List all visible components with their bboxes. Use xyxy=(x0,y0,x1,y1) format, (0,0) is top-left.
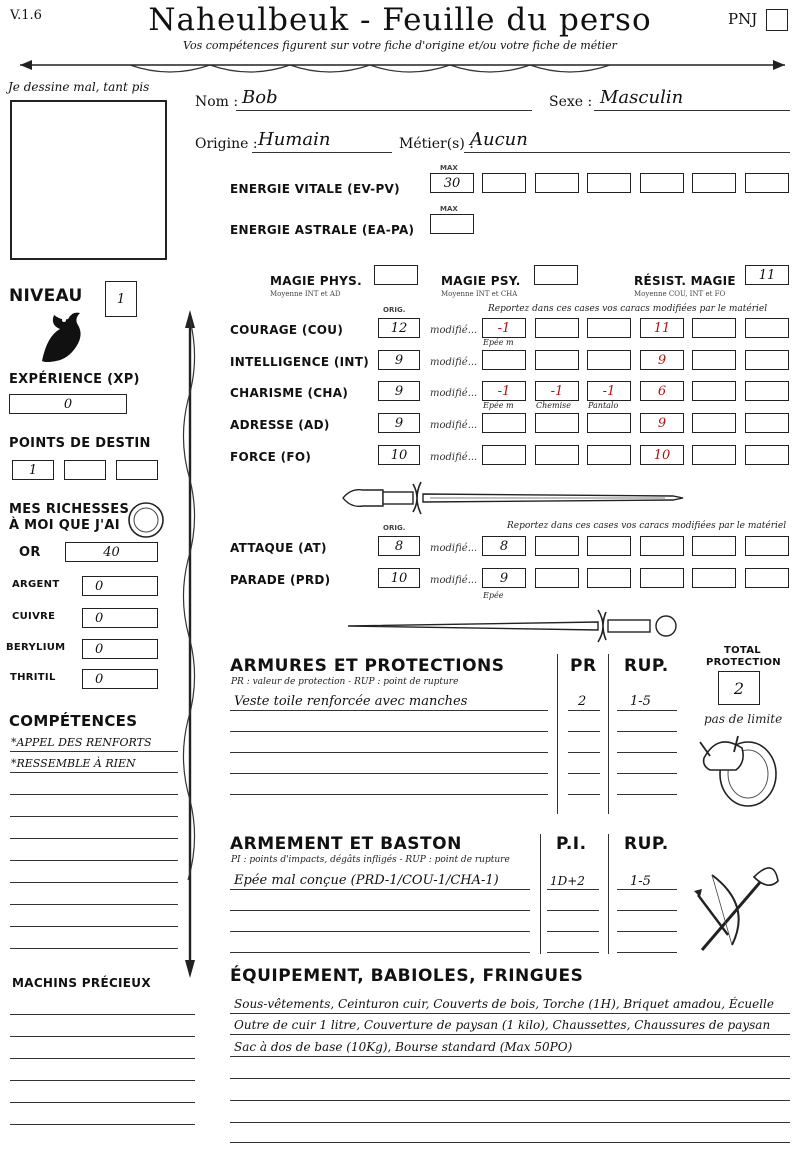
stat-mod-value xyxy=(746,382,788,400)
stat-mod-value xyxy=(483,446,525,464)
armor-line-4-rup xyxy=(617,773,677,774)
stat-mod-value xyxy=(746,446,788,464)
stat-mod-value xyxy=(693,414,735,432)
stat-mod-value xyxy=(536,446,578,464)
combat-mod-box[interactable] xyxy=(587,568,631,588)
stat-mod-box[interactable] xyxy=(692,445,736,465)
equipment-line-6 xyxy=(230,1122,790,1123)
magie-phys-label: MAGIE PHYS. xyxy=(270,274,362,288)
stat-mod-value xyxy=(588,414,630,432)
magie-psy-box[interactable] xyxy=(534,265,578,285)
equipment-line-1-text[interactable]: Sous-vêtements, Ceinturon cuir, Couverts de bois, Torche (1H), Briquet amadou, Écuelle xyxy=(234,997,774,1011)
stat-orig-box[interactable] xyxy=(378,318,420,338)
armor-line-3-rup xyxy=(617,752,677,753)
armor-line-1-pr xyxy=(568,710,600,711)
stat-mod-box[interactable] xyxy=(587,413,631,433)
nom-line xyxy=(236,110,532,111)
equipment-line-7 xyxy=(230,1142,790,1143)
combat-orig-box[interactable] xyxy=(378,568,420,588)
armor-title: ARMURES ET PROTECTIONS xyxy=(230,656,505,676)
stat-orig-box[interactable] xyxy=(378,413,420,433)
competences-label: COMPÉTENCES xyxy=(9,712,138,730)
skill-line-1 xyxy=(10,751,178,752)
combat-mod-value xyxy=(746,537,788,555)
stat-mod-value xyxy=(746,351,788,369)
stat-mod-value xyxy=(693,319,735,337)
weapons-icon xyxy=(692,855,782,955)
skill-item-2[interactable]: *RESSEMBLE À RIEN xyxy=(11,757,136,770)
armor-line-1 xyxy=(230,710,548,711)
modified-label: modifié... xyxy=(430,357,478,368)
wealth-thritil-value: 0 xyxy=(95,671,104,687)
niveau-box[interactable] xyxy=(105,281,137,317)
skill-line-8 xyxy=(10,904,178,905)
weapon-line-4-rup xyxy=(617,952,677,953)
resist-magie-value: 11 xyxy=(758,267,776,283)
nom-label: Nom : xyxy=(195,94,239,110)
stat-mod-box[interactable] xyxy=(482,445,526,465)
wealth-berylium-value: 0 xyxy=(95,641,104,657)
stat-mod-value xyxy=(536,319,578,337)
helmet-shield-icon xyxy=(694,728,784,810)
stat-mod-box[interactable] xyxy=(640,445,684,465)
destin-box-2[interactable] xyxy=(64,460,106,480)
portrait-caption: Je dessine mal, tant pis xyxy=(8,80,150,94)
stat-mod-box[interactable] xyxy=(640,381,684,401)
combat-mod-box[interactable] xyxy=(692,568,736,588)
stat-mod-box[interactable] xyxy=(482,381,526,401)
wealth-thritil-box[interactable] xyxy=(82,669,158,689)
weapon-line-3 xyxy=(230,931,530,932)
stat-label: COURAGE (COU) xyxy=(230,323,344,337)
sexe-line xyxy=(594,110,790,111)
stat-mod-value: 6 xyxy=(657,383,667,399)
combat-mod-value xyxy=(693,569,735,587)
stat-mod-note: Pantalo xyxy=(588,401,619,410)
weapon-line-2-rup xyxy=(617,910,677,911)
modified-label: modifié... xyxy=(430,575,478,586)
stat-mod-value xyxy=(693,382,735,400)
xp-value: 0 xyxy=(63,396,73,412)
stat-mod-box[interactable] xyxy=(587,350,631,370)
modified-label: modifié... xyxy=(430,452,478,463)
combat-mod-value: 9 xyxy=(499,570,509,586)
destin-box-3[interactable] xyxy=(116,460,158,480)
stat-orig-value: 9 xyxy=(394,415,404,431)
combat-mod-value xyxy=(588,537,630,555)
stat-mod-box[interactable] xyxy=(745,413,789,433)
stat-label: CHARISME (CHA) xyxy=(230,386,349,400)
niveau-value: 1 xyxy=(116,291,126,307)
skill-line-5 xyxy=(10,838,178,839)
destin-label: POINTS DE DESTIN xyxy=(9,436,151,451)
stat-orig-value: 12 xyxy=(390,320,408,336)
precious-line-2 xyxy=(10,1036,195,1037)
equipment-title: ÉQUIPEMENT, BABIOLES, FRINGUES xyxy=(230,966,584,986)
weapon-line-4-pi xyxy=(547,952,599,953)
skill-line-10 xyxy=(10,948,178,949)
weapons-col-pi: P.I. xyxy=(556,834,587,854)
combat-mod-box[interactable] xyxy=(692,536,736,556)
equipment-line-3 xyxy=(230,1056,790,1057)
stat-mod-value: -1 xyxy=(497,320,511,336)
armor-line-3 xyxy=(230,752,548,753)
stat-mod-box[interactable] xyxy=(587,381,631,401)
weapon-item-1-rup[interactable]: 1-5 xyxy=(630,874,651,889)
combat-mod-box[interactable] xyxy=(482,536,526,556)
wealth-cuivre-box[interactable] xyxy=(82,608,158,628)
ea-label: ENERGIE ASTRALE (EA-PA) xyxy=(230,223,415,237)
weapon-item-1-pi[interactable]: 1D+2 xyxy=(550,874,585,888)
destin-value-2 xyxy=(65,461,105,479)
combat-label: PARADE (PRD) xyxy=(230,573,331,587)
armor-line-5-pr xyxy=(568,794,600,795)
combat-mod-box[interactable] xyxy=(745,536,789,556)
stat-mod-value: 9 xyxy=(657,352,667,368)
combat-mod-box[interactable] xyxy=(587,536,631,556)
staff-ornament xyxy=(178,310,202,980)
stat-mod-box[interactable] xyxy=(535,318,579,338)
weapon-line-1-rup xyxy=(617,889,677,890)
wealth-argent-value: 0 xyxy=(95,578,104,594)
wealth-or-box[interactable] xyxy=(65,542,158,562)
stats-orig-label: ORIG. xyxy=(383,306,406,314)
skill-line-7 xyxy=(10,882,178,883)
sexe-label: Sexe : xyxy=(549,94,593,110)
modified-label: modifié... xyxy=(430,420,478,431)
stat-mod-box[interactable] xyxy=(745,381,789,401)
stat-mod-box[interactable] xyxy=(745,350,789,370)
stat-orig-box[interactable] xyxy=(378,381,420,401)
combat-mod-box[interactable] xyxy=(640,568,684,588)
stat-mod-value xyxy=(746,414,788,432)
stat-mod-value xyxy=(536,414,578,432)
xp-box[interactable] xyxy=(9,394,127,414)
combat-mod-box[interactable] xyxy=(535,568,579,588)
combat-hint: Reportez dans ces cases vos caracs modifiées par le matériel xyxy=(507,521,787,531)
stat-mod-box[interactable] xyxy=(535,381,579,401)
magie-phys-value xyxy=(375,266,417,284)
armor-col-pr: PR xyxy=(570,656,597,676)
stat-mod-box[interactable] xyxy=(640,350,684,370)
stat-mod-box[interactable] xyxy=(640,318,684,338)
skill-line-6 xyxy=(10,860,178,861)
modified-label: modifié... xyxy=(430,388,478,399)
combat-orig-value: 8 xyxy=(394,538,404,554)
total-protection-label-2: PROTECTION xyxy=(706,657,781,668)
skill-line-9 xyxy=(10,926,178,927)
armor-line-5-rup xyxy=(617,794,677,795)
ev-label: ENERGIE VITALE (EV-PV) xyxy=(230,182,400,196)
wealth-argent-box[interactable] xyxy=(82,576,158,596)
combat-mod-value xyxy=(746,569,788,587)
combat-orig-box[interactable] xyxy=(378,536,420,556)
limit-note: pas de limite xyxy=(704,712,783,726)
combat-note: Epée xyxy=(483,591,504,600)
stat-mod-box[interactable] xyxy=(482,413,526,433)
stat-orig-value: 9 xyxy=(394,383,404,399)
pnj-checkbox[interactable] xyxy=(766,9,788,31)
weapons-col-sep-1 xyxy=(540,834,541,954)
stat-mod-value xyxy=(746,319,788,337)
stat-mod-box[interactable] xyxy=(535,413,579,433)
weapon-line-1 xyxy=(230,889,530,890)
sexe-value[interactable]: Masculin xyxy=(600,87,684,108)
pnj-label: PNJ xyxy=(728,10,758,28)
sword-icon-2 xyxy=(340,606,685,646)
wealth-or-value: 40 xyxy=(103,544,120,560)
combat-orig-value: 10 xyxy=(390,570,408,586)
wealth-or-label: OR xyxy=(19,545,41,560)
armor-line-4 xyxy=(230,773,548,774)
ev-box-5[interactable] xyxy=(692,173,736,193)
skill-item-1[interactable]: *APPEL DES RENFORTS xyxy=(11,736,152,749)
wealth-berylium-box[interactable] xyxy=(82,639,158,659)
stat-mod-box[interactable] xyxy=(587,445,631,465)
ea-max-box[interactable] xyxy=(430,214,474,234)
ev-box-2[interactable] xyxy=(535,173,579,193)
nom-value[interactable]: Bob xyxy=(242,87,278,108)
origine-line xyxy=(252,152,392,153)
armor-item-1-name[interactable]: Veste toile renforcée avec manches xyxy=(234,694,468,709)
stat-mod-value: -1 xyxy=(550,383,564,399)
magie-phys-sub: Moyenne INT et AD xyxy=(270,290,341,298)
weapon-item-1-name[interactable]: Epée mal conçue (PRD-1/COU-1/CHA-1) xyxy=(234,873,499,888)
weapons-title: ARMEMENT ET BASTON xyxy=(230,834,462,854)
stat-mod-box[interactable] xyxy=(692,318,736,338)
stat-mod-value xyxy=(693,351,735,369)
skill-line-4 xyxy=(10,816,178,817)
weapons-col-sep-2 xyxy=(608,834,609,954)
combat-mod-box[interactable] xyxy=(640,536,684,556)
richesses-label-2: À MOI QUE J'AI xyxy=(9,518,120,533)
stat-orig-value: 10 xyxy=(390,447,408,463)
xp-label: EXPÉRIENCE (XP) xyxy=(9,372,140,387)
stat-mod-value: 11 xyxy=(653,320,671,336)
stat-mod-value xyxy=(536,351,578,369)
portrait-box[interactable] xyxy=(10,100,167,260)
armor-line-1-rup xyxy=(617,710,677,711)
combat-mod-value xyxy=(641,537,683,555)
weapon-line-3-rup xyxy=(617,931,677,932)
precious-line-4 xyxy=(10,1080,195,1081)
modified-label: modifié... xyxy=(430,543,478,554)
equipment-line-3-text[interactable]: Sac à dos de base (10Kg), Bourse standard (Max 50PO) xyxy=(234,1040,573,1054)
precious-line-1 xyxy=(10,1014,195,1015)
combat-mod-value xyxy=(536,537,578,555)
resist-magie-label: RÉSIST. MAGIE xyxy=(634,274,736,288)
armor-item-1-rup[interactable]: 1-5 xyxy=(630,694,651,709)
ev-max-value: 30 xyxy=(443,175,461,191)
stat-mod-note: Epée m xyxy=(483,338,514,347)
stat-mod-box[interactable] xyxy=(745,445,789,465)
modified-label: modifié... xyxy=(430,325,478,336)
resist-magie-sub: Moyenne COU, INT et FO xyxy=(634,290,726,298)
sword-icon-1 xyxy=(335,478,685,518)
combat-mod-value xyxy=(536,569,578,587)
armor-line-4-pr xyxy=(568,773,600,774)
niveau-label: NIVEAU xyxy=(9,286,83,306)
skill-line-3 xyxy=(10,794,178,795)
stat-mod-box[interactable] xyxy=(692,413,736,433)
stat-mod-value xyxy=(483,414,525,432)
skill-line-2 xyxy=(10,772,178,773)
weapons-col-rup: RUP. xyxy=(624,834,669,854)
stat-orig-value: 9 xyxy=(394,352,404,368)
stat-mod-value xyxy=(588,351,630,369)
weapon-line-3-pi xyxy=(547,931,599,932)
resist-magie-box[interactable] xyxy=(745,265,789,285)
ev-box-6[interactable] xyxy=(745,173,789,193)
subtitle: Vos compétences figurent sur votre fiche d'origine et/ou votre fiche de métier xyxy=(183,39,617,52)
combat-mod-value: 8 xyxy=(499,538,509,554)
armor-col-sep-1 xyxy=(557,654,558,814)
origine-value[interactable]: Humain xyxy=(258,129,331,150)
stat-mod-box[interactable] xyxy=(482,350,526,370)
stat-mod-value: 9 xyxy=(657,415,667,431)
richesses-label-1: MES RICHESSES xyxy=(9,502,130,517)
armor-item-1-pr[interactable]: 2 xyxy=(578,694,587,709)
stat-mod-value xyxy=(483,351,525,369)
stat-mod-value: -1 xyxy=(602,383,616,399)
stat-label: ADRESSE (AD) xyxy=(230,418,330,432)
combat-mod-value xyxy=(588,569,630,587)
equipment-line-5 xyxy=(230,1100,790,1101)
weapon-line-1-pi xyxy=(547,889,599,890)
stat-orig-box[interactable] xyxy=(378,445,420,465)
stat-mod-box[interactable] xyxy=(587,318,631,338)
stat-mod-box[interactable] xyxy=(692,381,736,401)
stat-mod-value: -1 xyxy=(497,383,511,399)
stat-mod-box[interactable] xyxy=(535,350,579,370)
wealth-cuivre-label: CUIVRE xyxy=(12,611,56,622)
combat-mod-box[interactable] xyxy=(745,568,789,588)
stat-label: INTELLIGENCE (INT) xyxy=(230,355,369,369)
metier-label: Métier(s) : xyxy=(399,136,474,152)
destin-value-3 xyxy=(117,461,157,479)
armor-line-2-rup xyxy=(617,731,677,732)
stat-mod-value xyxy=(588,446,630,464)
total-protection-label-1: TOTAL xyxy=(724,645,761,656)
armor-line-5 xyxy=(230,794,548,795)
destin-value-1: 1 xyxy=(28,462,38,478)
version-label: V.1.6 xyxy=(10,8,42,23)
stats-hint: Reportez dans ces cases vos caracs modifiées par le matériel xyxy=(488,304,768,314)
stat-mod-box[interactable] xyxy=(692,350,736,370)
stat-orig-box[interactable] xyxy=(378,350,420,370)
ev-box-3[interactable] xyxy=(587,173,631,193)
equipment-line-1 xyxy=(230,1013,790,1014)
weapon-line-2 xyxy=(230,910,530,911)
ev-max-label: MAX xyxy=(440,164,458,172)
dragon-icon xyxy=(34,306,84,366)
magie-psy-label: MAGIE PSY. xyxy=(441,274,521,288)
combat-label: ATTAQUE (AT) xyxy=(230,541,327,555)
magie-psy-value xyxy=(535,266,577,284)
stat-mod-box[interactable] xyxy=(745,318,789,338)
ea-max-label: MAX xyxy=(440,205,458,213)
combat-mod-box[interactable] xyxy=(482,568,526,588)
page-title: Naheulbeuk - Feuille du perso xyxy=(148,2,652,38)
armor-col-sep-2 xyxy=(608,654,609,814)
stat-mod-note: Epée m xyxy=(483,401,514,410)
equipment-line-4 xyxy=(230,1078,790,1079)
ev-box-1[interactable] xyxy=(482,173,526,193)
wealth-argent-label: ARGENT xyxy=(12,579,60,590)
weapons-legend: PI : points d'impacts, dégâts infligés - RUP : point de rupture xyxy=(231,855,510,865)
precious-line-5 xyxy=(10,1102,195,1103)
armor-legend: PR : valeur de protection - RUP : point de rupture xyxy=(231,677,459,687)
equipment-line-2-text[interactable]: Outre de cuir 1 litre, Couverture de paysan (1 kilo), Chaussettes, Chaussures de paysan xyxy=(234,1018,771,1032)
wealth-berylium-label: BERYLIUM xyxy=(6,642,66,653)
precious-line-3 xyxy=(10,1058,195,1059)
ev-box-4[interactable] xyxy=(640,173,684,193)
wealth-cuivre-value: 0 xyxy=(95,610,104,626)
precious-line-6 xyxy=(10,1124,195,1125)
armor-line-2 xyxy=(230,731,548,732)
combat-mod-box[interactable] xyxy=(535,536,579,556)
magie-phys-box[interactable] xyxy=(374,265,418,285)
origine-label: Origine : xyxy=(195,136,258,152)
equipment-line-2 xyxy=(230,1034,790,1035)
stat-mod-box[interactable] xyxy=(482,318,526,338)
combat-orig-label: ORIG. xyxy=(383,524,406,532)
stat-mod-value: 10 xyxy=(653,447,671,463)
coin-icon xyxy=(126,500,166,540)
armor-line-2-pr xyxy=(568,731,600,732)
metier-line xyxy=(464,152,790,153)
combat-mod-value xyxy=(693,537,735,555)
total-protection-box[interactable] xyxy=(718,671,760,705)
stat-mod-value xyxy=(693,446,735,464)
stat-mod-note: Chemise xyxy=(536,401,571,410)
machins-label: MACHINS PRÉCIEUX xyxy=(12,976,151,990)
stat-mod-value xyxy=(588,319,630,337)
total-protection-value: 2 xyxy=(733,678,745,698)
combat-mod-value xyxy=(641,569,683,587)
stat-label: FORCE (FO) xyxy=(230,450,312,464)
stat-mod-box[interactable] xyxy=(535,445,579,465)
metier-value[interactable]: Aucun xyxy=(470,129,528,150)
weapon-line-2-pi xyxy=(547,910,599,911)
stat-mod-box[interactable] xyxy=(640,413,684,433)
wealth-thritil-label: THRITIL xyxy=(10,672,56,683)
armor-col-rup: RUP. xyxy=(624,656,669,676)
weapon-line-4 xyxy=(230,952,530,953)
ev-max-box[interactable] xyxy=(430,173,474,193)
header-ornament xyxy=(0,50,800,80)
magie-psy-sub: Moyenne INT et CHA xyxy=(441,290,518,298)
destin-box-1[interactable] xyxy=(12,460,54,480)
ea-max-value xyxy=(431,215,473,233)
armor-line-3-pr xyxy=(568,752,600,753)
